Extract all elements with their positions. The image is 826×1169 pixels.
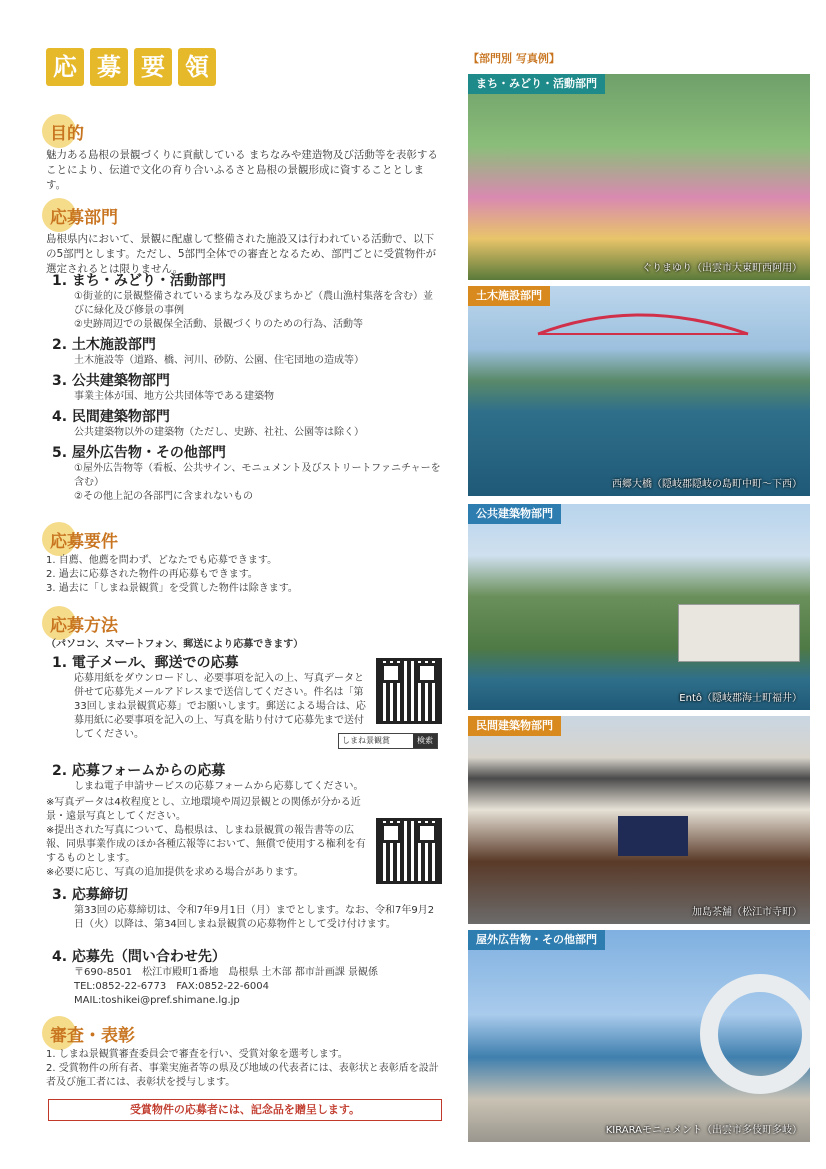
photo-bridge xyxy=(468,286,810,496)
award-note: 受賞物件の応募者には、記念品を贈呈します。 xyxy=(48,1099,442,1121)
category-head: 5. 屋外広告物・その他部門 xyxy=(52,445,226,461)
search-box[interactable] xyxy=(338,733,438,749)
photo-category-label: 屋外広告物・その他部門 xyxy=(468,930,605,950)
photo-lilies xyxy=(468,74,810,280)
deadline xyxy=(46,886,442,932)
title-row xyxy=(46,48,446,88)
category-list xyxy=(46,272,442,504)
search-button[interactable]: 検索 xyxy=(413,734,437,748)
deadline-body: 第33回の応募締切は、令和7年9月1日（月）までとします。なお、令和7年9月2日（火）以降は、第34回しまね景観賞の応募物件として受け付けます。 xyxy=(74,905,435,930)
categories-intro: 島根県内において、景観に配慮して整備された施設又は行われている活動で、以下の5部門とします。ただし、5部門全体での審査となるため、部門ごとに受賞物件が選定されるとは限りません。 xyxy=(46,233,437,275)
purpose-section xyxy=(46,122,442,193)
review-heading: 審査・表彰 xyxy=(46,1024,135,1048)
method-notes xyxy=(46,796,366,880)
review-item: 1. しまね景観賞審査委員会で審査を行い、受賞対象を選考します。 xyxy=(46,1049,348,1060)
review-item: 2. 受賞物件の所有者、事業実施者等の県及び地域の代表者には、表彰状と表彰盾を設計者及び施工者には、表彰状を授与します。 xyxy=(46,1063,439,1088)
contact-line: 〒690-8501 松江市殿町1番地 島根県 土木部 都市計画課 景観係 xyxy=(74,967,379,978)
category-body: 土木施設等（道路、橋、河川、砂防、公園、住宅団地の造成等） xyxy=(74,355,364,366)
qr-code-form xyxy=(376,818,442,884)
category-head: 4. 民間建築物部門 xyxy=(52,409,170,425)
categories-section xyxy=(46,206,442,277)
photo-category-label: まち・みどり・活動部門 xyxy=(468,74,605,94)
bridge-drawing xyxy=(468,286,810,496)
note-item: ※必要に応じ、写真の追加提供を求める場合があります。 xyxy=(46,867,304,878)
method-section xyxy=(46,614,442,652)
building-shape xyxy=(678,604,800,662)
purpose-text: 魅力ある島根の景観づくりに貢献している まちなみや建造物及び活動等を表彰することにより、伝道で文化の育り合いふるさと島根の景観形成に資することとします。 xyxy=(46,149,438,191)
noren-curtain xyxy=(618,816,688,856)
photo-category-label: 民間建築物部門 xyxy=(468,716,561,736)
title-char: 募 xyxy=(90,48,128,86)
photo-category-label: 土木施設部門 xyxy=(468,286,550,306)
category-body: 事業主体が国、地方公共団体等である建築物 xyxy=(74,391,274,402)
category-item xyxy=(52,444,442,504)
email-head: 1. 電子メール、郵送での応募 xyxy=(52,655,239,671)
category-item xyxy=(52,272,442,332)
category-body: 公共建築物以外の建築物（ただし、史跡、社社、公園等は除く） xyxy=(74,427,364,438)
category-body: ②史跡周辺での景観保全活動、景観づくりのための行為、活動等 xyxy=(74,319,363,330)
ring-monument xyxy=(700,974,810,1094)
method-heading: 応募方法 xyxy=(46,614,118,638)
title-char: 応 xyxy=(46,48,84,86)
category-head: 1. まち・みどり・活動部門 xyxy=(52,273,226,289)
category-item xyxy=(52,336,442,368)
contact-line: TEL:0852-22-6773 FAX:0852-22-6004 xyxy=(74,981,269,992)
form-head: 2. 応募フォームからの応募 xyxy=(52,763,226,779)
purpose-heading: 目的 xyxy=(46,122,84,146)
category-item xyxy=(52,408,442,440)
requirement-item: 1. 自薦、他薦を問わず、どなたでも応募できます。 xyxy=(46,555,278,566)
requirements-heading: 応募要件 xyxy=(46,530,118,554)
note-item: ※提出された写真について、島根県は、しまね景観賞の報告書等の広報、同県事業作成のほか各種広報等において、無償で使用する権利を有するものとします。 xyxy=(46,825,366,864)
search-query: しまね景観賞 xyxy=(342,736,390,745)
photo-caption: ぐりまゆり（出雲市大東町西阿用） xyxy=(642,263,802,274)
photo-monument xyxy=(468,930,810,1142)
category-item xyxy=(52,372,442,404)
title-char: 要 xyxy=(134,48,172,86)
category-body: ①屋外広告物等（看板、公共サイン、モニュメント及びストリートファニチャーを含む） xyxy=(74,463,441,488)
email-method xyxy=(46,654,368,742)
photo-hotel xyxy=(468,504,810,710)
photo-caption: Entô（隠岐郡海士町福井） xyxy=(679,693,802,704)
review-section xyxy=(46,1024,442,1090)
category-body: ②その他上記の各部門に含まれないもの xyxy=(74,491,253,502)
requirement-item: 3. 過去に「しまね景観賞」を受賞した物件は除きます。 xyxy=(46,583,298,594)
qr-code-email xyxy=(376,658,442,724)
method-sub: （パソコン、スマートフォン、郵送により応募できます） xyxy=(46,639,304,650)
form-body: しまね電子申請サービスの応募フォームから応募してください。 xyxy=(74,781,364,792)
note-item: ※写真データは4枚程度とし、立地環境や周辺景観との関係が分かる近景・遠景写真としてください。 xyxy=(46,797,361,822)
contact xyxy=(46,948,442,1008)
requirement-item: 2. 過去に応募された物件の再応募もできます。 xyxy=(46,569,258,580)
contact-email[interactable]: MAIL:toshikei@pref.shimane.lg.jp xyxy=(74,995,240,1006)
photo-caption: 西郷大橋（隠岐郡隠岐の島町中町〜下西） xyxy=(612,479,802,490)
page-heading xyxy=(46,48,446,88)
deadline-head: 3. 応募締切 xyxy=(52,887,128,903)
photo-category-label: 公共建築物部門 xyxy=(468,504,561,524)
contact-head: 4. 応募先（問い合わせ先） xyxy=(52,949,226,965)
requirements-section xyxy=(46,530,442,596)
category-body: ①街並的に景観整備されているまちなみ及びまちかど（農山漁村集落を含む）並びに緑化及び修景の事例 xyxy=(74,291,433,316)
photo-caption: 加島茶舗（松江市寺町） xyxy=(692,907,802,918)
category-head: 3. 公共建築物部門 xyxy=(52,373,170,389)
photo-section-heading: 【部門別 写真例】 xyxy=(468,52,560,65)
category-head: 2. 土木施設部門 xyxy=(52,337,156,353)
categories-heading: 応募部門 xyxy=(46,206,118,230)
form-method xyxy=(46,762,442,794)
title-char: 領 xyxy=(178,48,216,86)
photo-teashop xyxy=(468,716,810,924)
email-body: 応募用紙をダウンロードし、必要事項を記入の上、写真データと併せて応募先メールアドレスまで送信してください。件名は「第33回しまね景観賞応募」でお願いします。郵送による場合は、応募用紙に必要事項を記入の上、写真を貼り付けて応募先まで送付してください。 xyxy=(74,673,366,740)
photo-caption: KIRARAモニュメント（出雲市多伎町多岐） xyxy=(605,1125,802,1136)
